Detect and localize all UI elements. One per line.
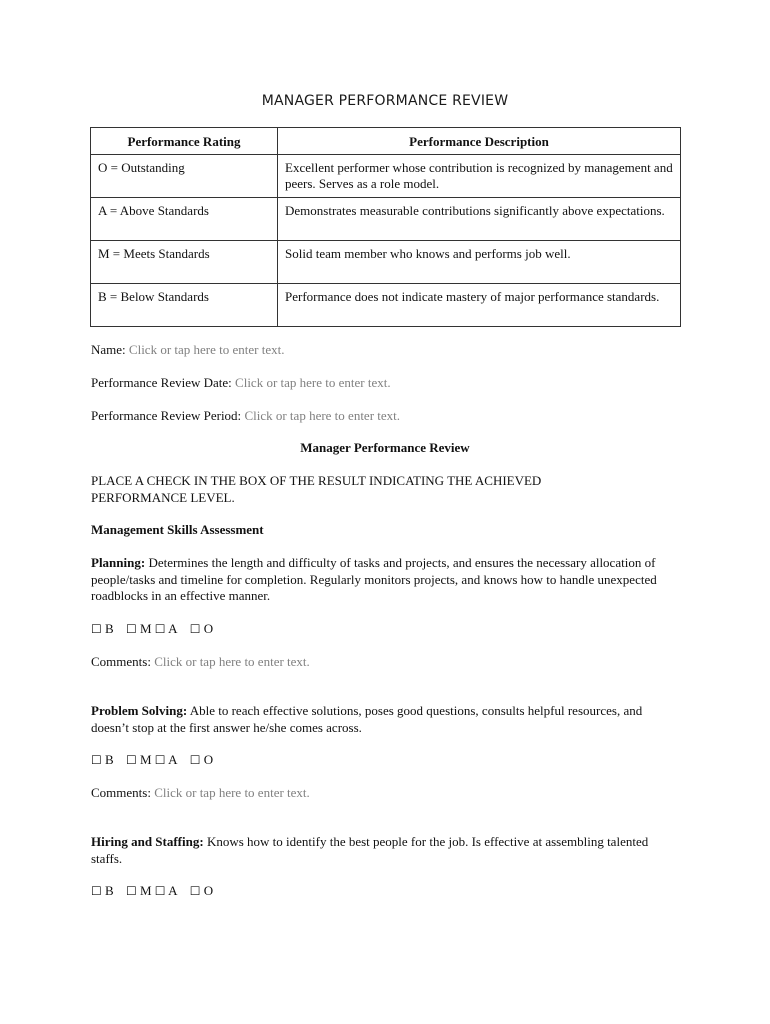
checkbox-label-m: M — [139, 752, 152, 767]
instruction-text: PLACE A CHECK IN THE BOX OF THE RESULT INDICATING THE ACHIEVED PERFORMANCE LEVEL. — [91, 473, 542, 505]
checkbox-m[interactable]: ☐ — [125, 884, 137, 898]
skill-title: Planning: — [91, 555, 146, 570]
checkbox-o[interactable]: ☐ — [189, 884, 201, 898]
rating-cell: O = Outstanding — [91, 155, 278, 198]
rating-cell: M = Meets Standards — [91, 241, 278, 284]
checkbox-b[interactable]: ☐ — [91, 753, 102, 767]
ratings-table — [90, 127, 681, 327]
checkbox-label-a: A — [168, 883, 178, 898]
table-header-row — [91, 128, 681, 155]
table-row — [91, 198, 681, 241]
comments-input[interactable]: Click or tap here to enter text. — [154, 654, 310, 669]
checkbox-b[interactable]: ☐ — [91, 884, 102, 898]
checkbox-o[interactable]: ☐ — [189, 753, 201, 767]
skill-title: Problem Solving: — [91, 703, 188, 718]
rating-cell: A = Above Standards — [91, 198, 278, 241]
rating-checkboxes-hiring-and-staffing — [91, 883, 691, 900]
rating-cell: B = Below Standards — [91, 284, 278, 327]
checkbox-m[interactable]: ☐ — [125, 622, 137, 636]
checkbox-a[interactable]: ☐ — [154, 884, 166, 898]
skill-description: Determines the length and difficulty of tasks and projects, and ensures the necessary allocation of people/tasks and timeline for completion. Regularly monitors projects, and knows how to handle unexpected roadblocks in an effective manner. — [91, 555, 657, 603]
checkbox-label-a: A — [168, 621, 178, 636]
checkbox-b[interactable]: ☐ — [91, 622, 102, 636]
checkbox-o[interactable]: ☐ — [189, 622, 201, 636]
rating-checkboxes-problem-solving — [91, 752, 691, 769]
table-row — [91, 241, 681, 284]
description-cell: Demonstrates measurable contributions significantly above expectations. — [278, 198, 681, 241]
review-date-label: Performance Review Date: — [91, 375, 232, 390]
name-label: Name: — [91, 342, 126, 357]
review-date-row — [91, 375, 691, 392]
skill-hiring-and-staffing — [91, 834, 671, 867]
review-period-label: Performance Review Period: — [91, 408, 242, 423]
checkbox-label-o: O — [203, 621, 214, 636]
comments-row-problem-solving — [91, 785, 691, 802]
table-row — [91, 284, 681, 327]
header-performance-rating: Performance Rating — [91, 128, 278, 155]
checkbox-label-o: O — [203, 883, 214, 898]
review-period-row — [91, 408, 691, 425]
rating-checkboxes-planning — [91, 621, 691, 638]
checkbox-label-o: O — [203, 752, 214, 767]
checkbox-m[interactable]: ☐ — [125, 753, 137, 767]
comments-label: Comments: — [91, 785, 151, 800]
document-title: MANAGER PERFORMANCE REVIEW — [261, 93, 509, 109]
comments-label: Comments: — [91, 654, 151, 669]
checkbox-label-m: M — [139, 621, 152, 636]
comments-row-planning — [91, 654, 691, 671]
table-row — [91, 155, 681, 198]
name-field-row — [91, 342, 691, 359]
skill-planning — [91, 555, 683, 605]
description-cell: Excellent performer whose contribution is recognized by management and peers. Serves as a role model. — [278, 155, 681, 198]
checkbox-a[interactable]: ☐ — [154, 622, 166, 636]
description-cell: Solid team member who knows and performs job well. — [278, 241, 681, 284]
comments-input[interactable]: Click or tap here to enter text. — [154, 785, 310, 800]
skill-title: Hiring and Staffing: — [91, 834, 204, 849]
header-performance-description: Performance Description — [278, 128, 681, 155]
checkbox-label-b: B — [105, 621, 114, 636]
checkbox-label-m: M — [139, 883, 152, 898]
checkbox-label-a: A — [168, 752, 178, 767]
assessment-heading: Management Skills Assessment — [91, 522, 264, 537]
skill-description: Able to reach effective solutions, poses good questions, consults helpful resources, and doesn’t stop at the first answer he/she comes across. — [91, 703, 643, 735]
checkbox-label-b: B — [105, 752, 114, 767]
description-cell: Performance does not indicate mastery of major performance standards. — [278, 284, 681, 327]
checkbox-label-b: B — [105, 883, 114, 898]
review-date-input[interactable]: Click or tap here to enter text. — [235, 375, 391, 390]
skill-problem-solving — [91, 703, 683, 736]
checkbox-a[interactable]: ☐ — [154, 753, 166, 767]
skill-description: Knows how to identify the best people for the job. Is effective at assembling talented staffs. — [91, 834, 649, 866]
name-input[interactable]: Click or tap here to enter text. — [128, 342, 285, 357]
review-period-input[interactable]: Click or tap here to enter text. — [244, 408, 401, 423]
section-heading: Manager Performance Review — [300, 440, 470, 455]
